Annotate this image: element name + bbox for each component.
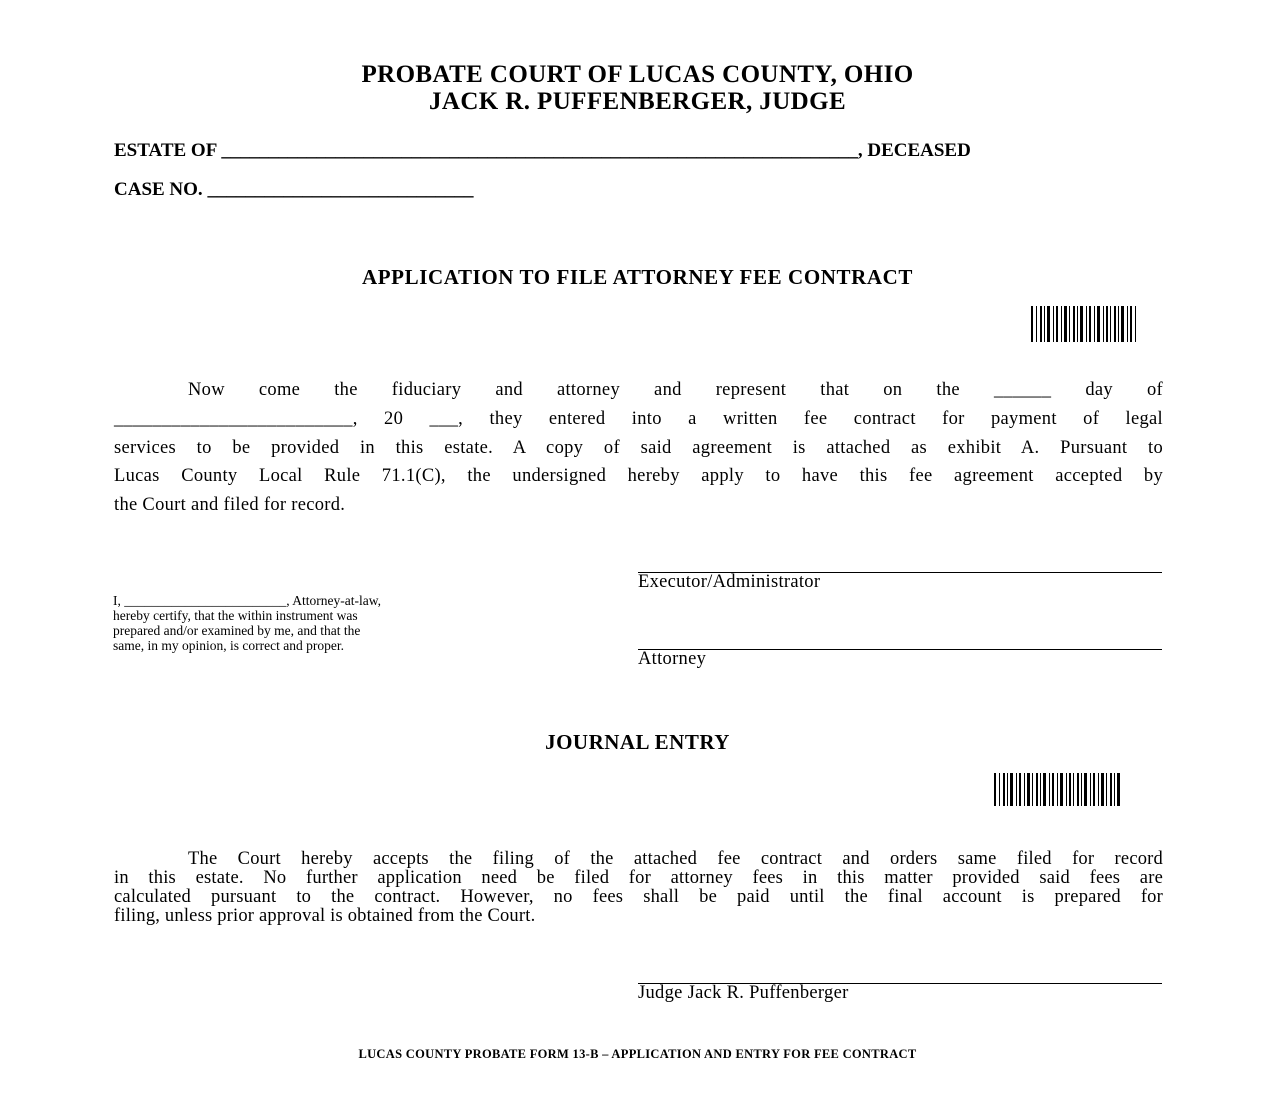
estate-row [114, 140, 971, 162]
form-footer: LUCAS COUNTY PROBATE FORM 13-B – APPLICATION AND ENTRY FOR FEE CONTRACT [358, 1047, 917, 1061]
attorney-certification [113, 593, 485, 653]
attorney-signature-line[interactable] [638, 649, 1162, 650]
application-line-1: Now come the fiduciary and attorney and represent that on the ______ day of [188, 380, 1163, 400]
judge-signature-label: Judge Jack R. Puffenberger [638, 983, 849, 1003]
executor-label: Executor/Administrator [638, 572, 821, 592]
judge-name: JACK R. PUFFENBERGER, JUDGE [428, 88, 847, 115]
application-line-2: _________________________, 20 ___, they entered into a written fee contract for payment of legal [114, 409, 1163, 429]
journal-line-3: calculated pursuant to the contract. However, no fees shall be paid until the final account is prepared for [114, 887, 1163, 907]
case-row [114, 179, 473, 201]
journal-line-1: The Court hereby accepts the filing of the attached fee contract and orders same filed for record [188, 849, 1163, 869]
estate-name-field[interactable]: ___________________________________________________________________ [221, 140, 858, 161]
cert-line-2: hereby certify, that the within instrument was [113, 608, 358, 623]
journal-line-2: in this estate. No further application need be filed for attorney fees in this matter provided said fees are [114, 868, 1163, 888]
case-number-field[interactable]: ____________________________ [207, 179, 474, 200]
deceased-label: , DECEASED [857, 140, 971, 161]
cert-line-4: same, in my opinion, is correct and proper. [113, 638, 344, 653]
application-title: APPLICATION TO FILE ATTORNEY FEE CONTRACT [361, 265, 914, 289]
barcode-icon [1031, 306, 1163, 342]
journal-line-4: filing, unless prior approval is obtained from the Court. [114, 906, 536, 926]
cert-line-3: prepared and/or examined by me, and that the [113, 623, 361, 638]
case-label: CASE NO. [114, 179, 203, 200]
barcode-icon [994, 773, 1163, 806]
application-line-5: the Court and filed for record. [114, 495, 346, 515]
cert-line-1: I, ________________________, Attorney-at-law, [113, 593, 381, 608]
estate-label: ESTATE OF [114, 140, 217, 161]
application-line-3: services to be provided in this estate. A copy of said agreement is attached as exhibit A. Pursuant to [114, 438, 1163, 458]
court-name: PROBATE COURT OF LUCAS COUNTY, OHIO [361, 61, 914, 88]
journal-entry-title: JOURNAL ENTRY [545, 730, 730, 754]
attorney-label: Attorney [638, 649, 707, 669]
application-line-4: Lucas County Local Rule 71.1(C), the undersigned hereby apply to have this fee agreement accepted by [114, 466, 1163, 486]
journal-entry-text [114, 850, 1163, 926]
